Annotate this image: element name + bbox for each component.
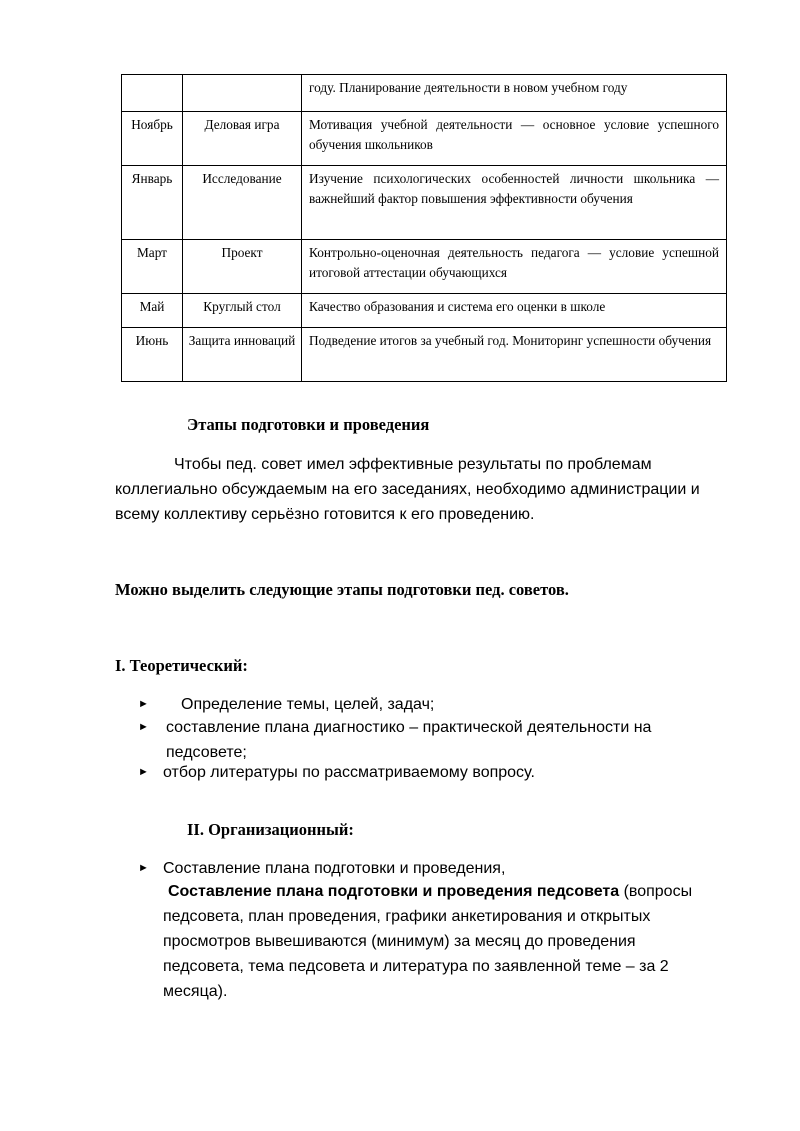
stage-2-bold-phrase: Составление плана подготовки и проведения педсовета [168, 883, 620, 900]
table-row [122, 75, 727, 112]
table-cell-topic: Мотивация учебной деятельности — основное условие успешного обучения школьников [302, 112, 727, 166]
stage-2-title: II. Организационный: [187, 820, 354, 839]
table-cell-topic: Изучение психологических особенностей личности школьника — важнейший фактор повышения эффективности обучения [302, 166, 727, 240]
table-cell-topic: Контрольно-оценочная деятельность педагога — условие успешной итоговой аттестации обучающихся [302, 240, 727, 294]
table-cell-month: Ноябрь [122, 112, 183, 166]
table-cell-topic: Качество образования и система его оценки в школе [302, 294, 727, 328]
intro-rest: коллегиально обсуждаемым на его заседаниях, необходимо администрации и всему коллективу серьёзно готовится к его проведению. [115, 481, 700, 523]
table-cell-topic: году. Планирование деятельности в новом учебном году [302, 75, 727, 112]
stage-2-paren-start: (вопросы [619, 883, 693, 900]
list-item-text: отбор литературы по рассматриваемому вопросу. [163, 764, 535, 781]
table-cell-month: Март [122, 240, 183, 294]
table-cell-month [122, 75, 183, 112]
section-title: Этапы подготовки и проведения [187, 415, 430, 434]
stage-2-description-rest: педсовета, план проведения, графики анкетирования и открытых просмотров вывешиваются (минимум) за месяц до проведения педсовета, тема педсовета и литература по заявленной теме – за 2 месяца). [163, 908, 669, 1000]
stage-2-description-first-line [163, 879, 738, 904]
table-cell-form: Защита инноваций [183, 328, 302, 382]
list-item-text: составление плана диагностико – практической деятельности на педсовете; [166, 719, 652, 761]
table-row [122, 166, 727, 240]
list-item-text: Составление плана подготовки и проведения, [163, 860, 506, 877]
table-cell-form [183, 75, 302, 112]
table-cell-form: Круглый стол [183, 294, 302, 328]
table-cell-month: Июнь [122, 328, 183, 382]
table-row [122, 328, 727, 382]
table-row [122, 240, 727, 294]
table-cell-form: Проект [183, 240, 302, 294]
table-cell-topic: Подведение итогов за учебный год. Мониторинг успешности обучения [302, 328, 727, 382]
table-row [122, 294, 727, 328]
table-cell-month: Май [122, 294, 183, 328]
triangle-right-icon: ► [138, 766, 149, 778]
triangle-right-icon: ► [138, 862, 149, 874]
intro-first-line: Чтобы пед. совет имел эффективные результаты по проблемам [174, 456, 652, 473]
pedsovet-plan-table [121, 74, 727, 382]
list-item-text: Определение темы, целей, задач; [181, 696, 435, 713]
table-row [122, 112, 727, 166]
stage-1-title: I. Теоретический: [115, 656, 248, 675]
table-cell-month: Январь [122, 166, 183, 240]
table-cell-form: Деловая игра [183, 112, 302, 166]
triangle-right-icon: ► [138, 721, 149, 733]
stage-2-description [163, 879, 738, 1004]
intro-paragraph [115, 452, 745, 527]
stages-heading: Можно выделить следующие этапы подготовки пед. советов. [115, 580, 569, 599]
table-cell-form: Исследование [183, 166, 302, 240]
triangle-right-icon: ► [138, 698, 149, 710]
